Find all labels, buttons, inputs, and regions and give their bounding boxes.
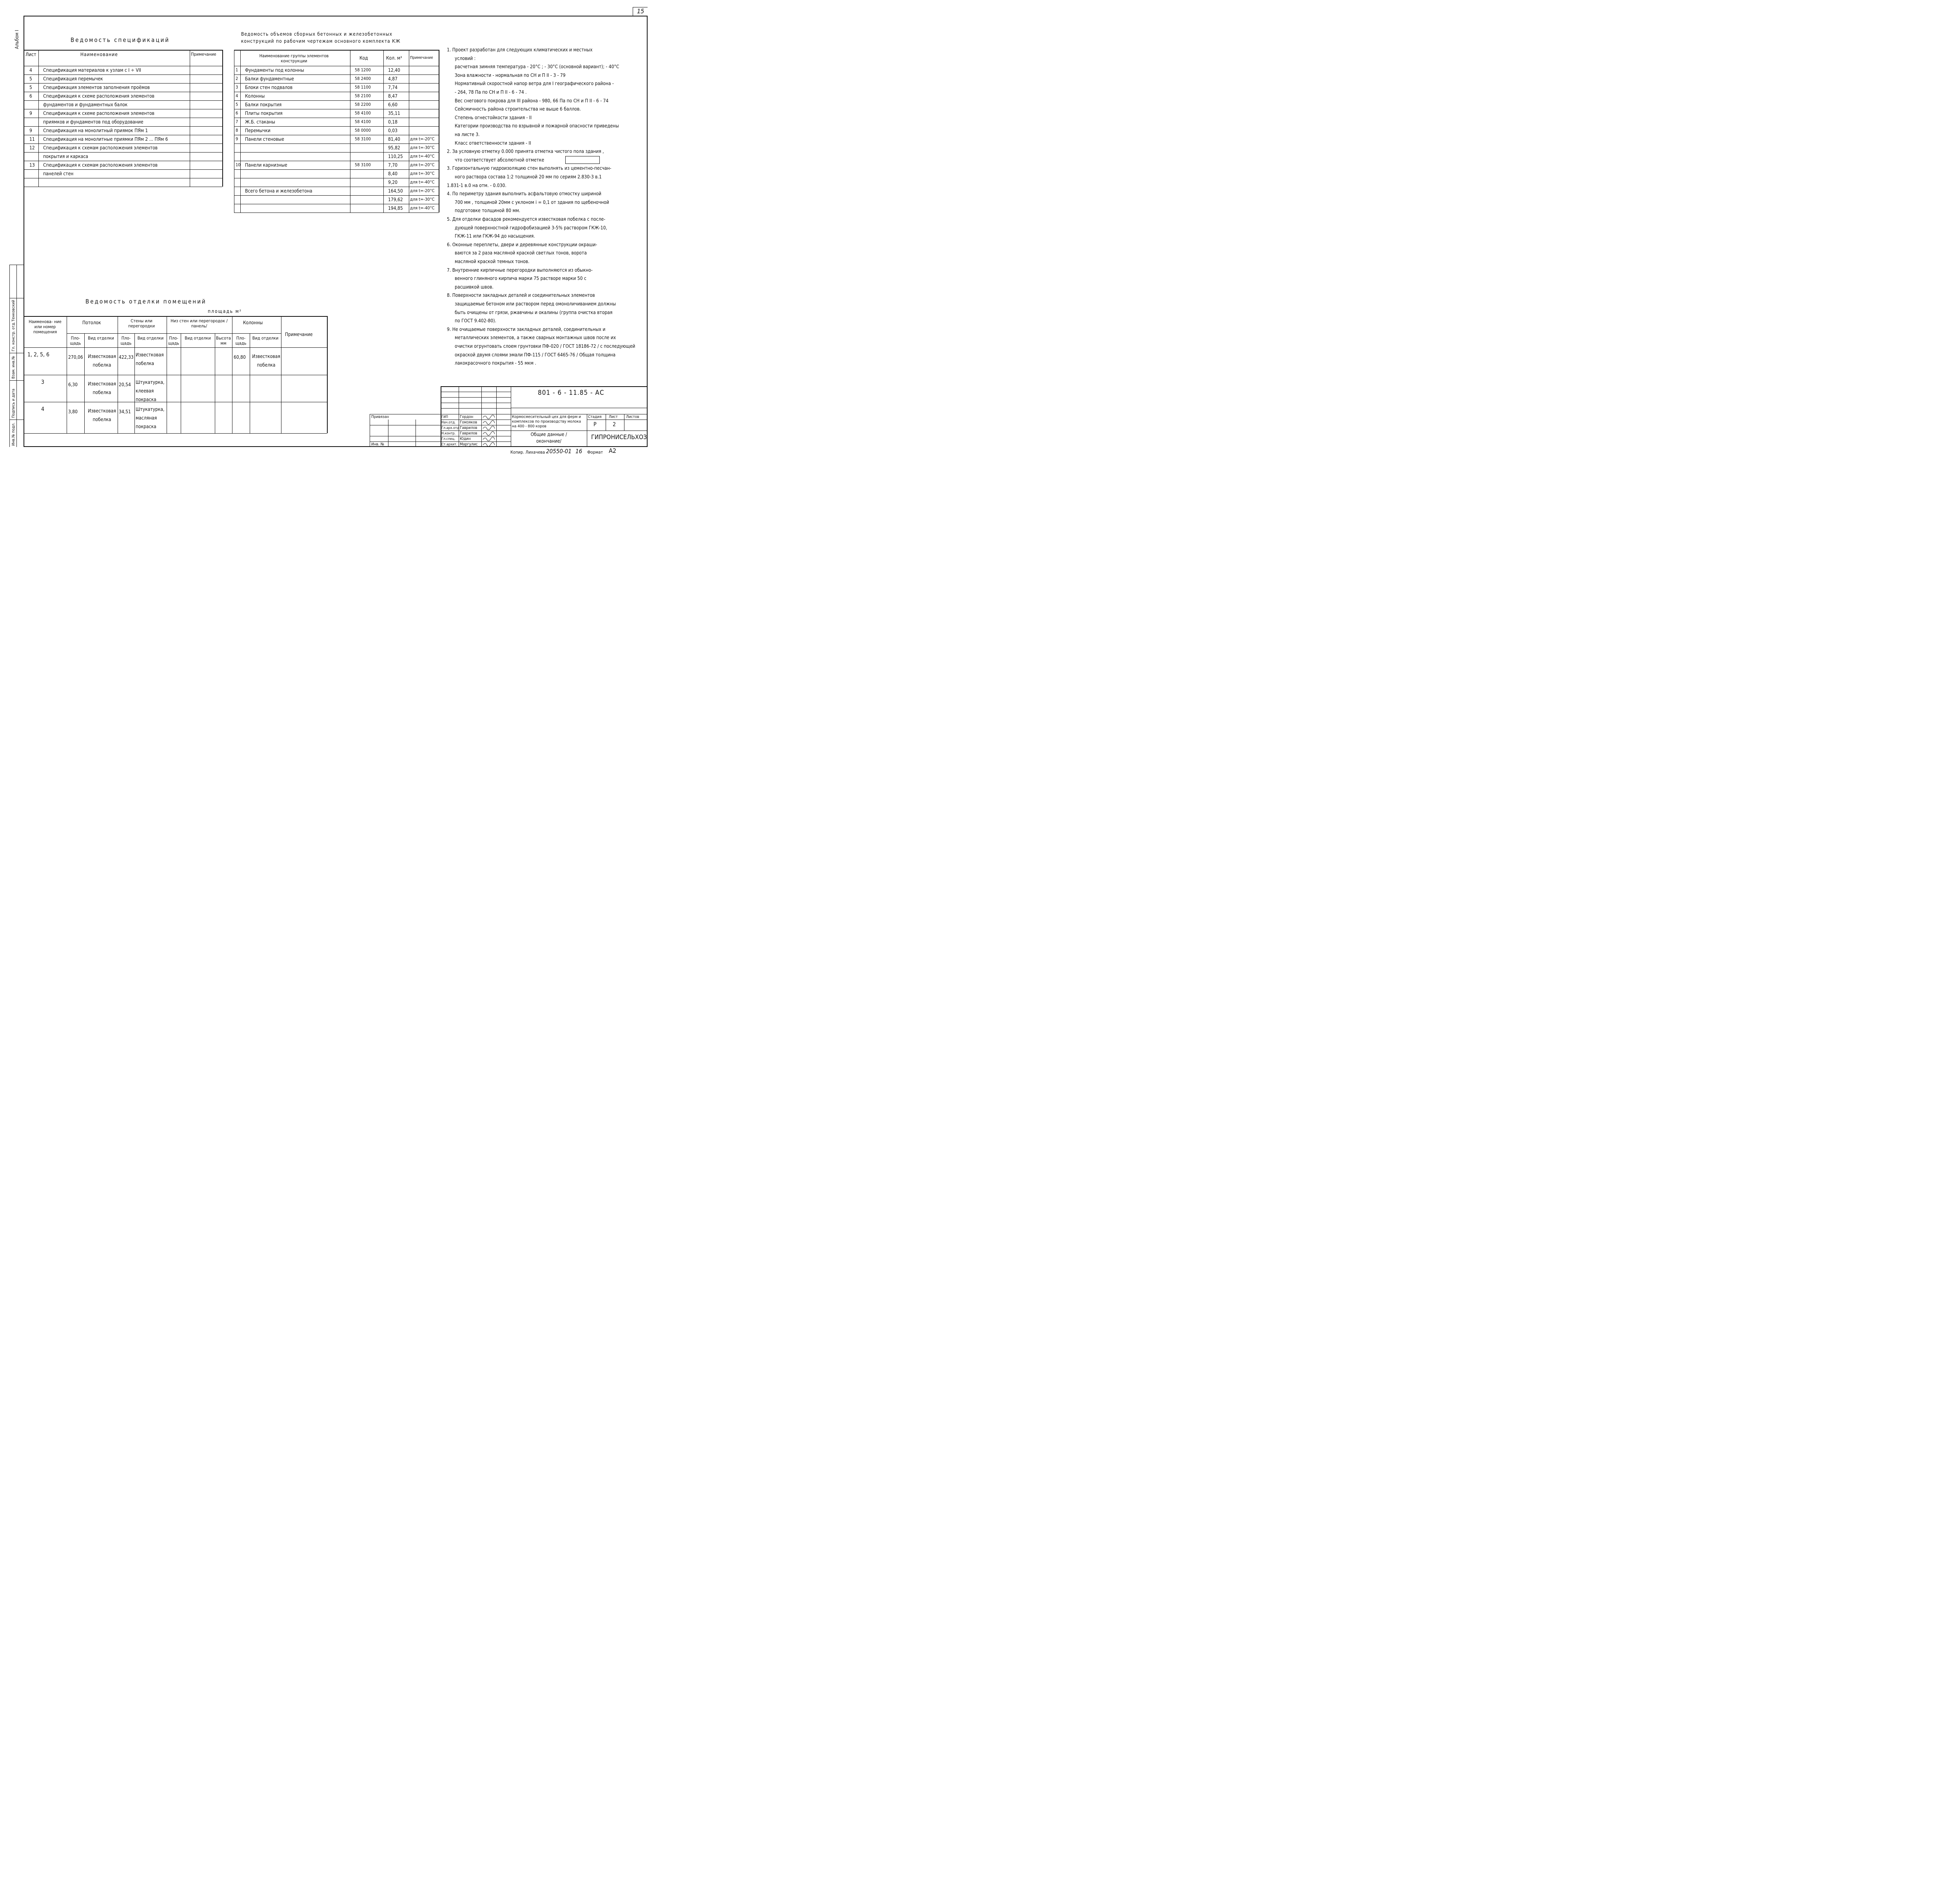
stamp-sheet-title: Общие данные /окончание/ — [530, 432, 567, 444]
finish-cell-w-kind: Штукатурка, клеевая покраска — [136, 380, 165, 402]
stamp-name: Гаврилов — [460, 426, 477, 430]
spec-cell-name: панелей стен — [43, 171, 74, 176]
spec-header-name: Наименование — [80, 52, 118, 57]
vol-cell-code: 58 3100 — [355, 162, 371, 167]
finish-subheader-area: Пло- щадь — [120, 336, 132, 346]
spec-header-sheet: Лист — [25, 52, 36, 57]
stamp-doc-code: 801 - 6 - 11.85 - АС — [538, 389, 604, 397]
note-line: подготовке толщиной 80 мм. — [455, 208, 521, 214]
vol-header-note: Примечание — [410, 56, 433, 60]
vol-cell-code: 58 0000 — [355, 128, 371, 133]
finish-cell-w-area: 34,51 — [119, 409, 131, 414]
note-line: расчетная зимняя температура - 20°С ; - 30°С (основной вариант); - 40°С — [455, 64, 619, 70]
vol-cell-qty: 8,47 — [388, 93, 398, 99]
rule-line — [234, 152, 439, 153]
spec-cell-name: Спецификация к схемам расположения элементов — [43, 145, 158, 151]
vol-cell-n: 8 — [236, 128, 238, 133]
rule-line — [24, 100, 222, 101]
spec-cell-name: Спецификация элементов заполнения проёмов — [43, 85, 150, 90]
finish-header-columns: Колонны — [243, 320, 263, 325]
finish-cell-c-kind: Известковая побелка — [88, 381, 116, 395]
vol-cell-n: 3 — [236, 85, 238, 90]
vol-cell-qty: 7,70 — [388, 162, 398, 168]
vol-cell-note: для t=-30°C — [410, 197, 435, 202]
vol-cell-code: 58 4100 — [355, 119, 371, 124]
vol-cell-qty: 4,87 — [388, 76, 398, 82]
note-line: быть очищены от грязи, ржавчины и окалины (группа очистка вторая — [455, 309, 613, 315]
finish-header-ceiling: Потолок — [82, 320, 101, 325]
vol-cell-name: Балки покрытия — [245, 102, 282, 107]
stamp-stage: Р — [593, 421, 597, 428]
stamp-role: Ст.архит. — [441, 443, 457, 447]
rule-line — [441, 386, 648, 387]
vol-cell-qty: 110,25 — [388, 154, 403, 159]
vol-cell-qty: 6,60 — [388, 102, 398, 107]
finish-cell-c-kind: Известковая побелка — [88, 354, 116, 368]
rule-line — [234, 126, 439, 127]
note-line: масляной краской темных тонов. — [455, 259, 530, 264]
spec-cell-name: Спецификация к схеме расположения элементов — [43, 111, 154, 116]
vol-cell-note: для t=-20°C — [410, 188, 435, 193]
finish-subheader-area: Пло- щадь — [235, 336, 247, 346]
finish-header-note: Примечание — [285, 332, 313, 337]
vol-cell-qty: 81,40 — [388, 136, 400, 142]
note-line: на листе 3. — [455, 132, 480, 137]
note-line: венного глиняного кирпича марки 75 растворе марки 50 с — [455, 276, 586, 282]
vol-cell-name: Панели стеновые — [245, 136, 284, 142]
rule-line — [234, 195, 439, 196]
note-line: расшивкой швов. — [455, 284, 494, 290]
finish-subheader-kind: Вид отделки — [88, 336, 114, 341]
vol-cell-name: Балки фундаментные — [245, 76, 294, 82]
note-line: 1. Проект разработан для следующих климатических и местных — [447, 47, 593, 53]
vol-cell-note: для t=-30°C — [410, 171, 435, 176]
spec-cell-name: фундаментов и фундаментных балок — [43, 102, 128, 107]
signatures-icon — [482, 414, 497, 447]
format-label: Формат — [587, 450, 603, 455]
vol-cell-code: 58 3100 — [355, 136, 371, 142]
note-line: Категории производства по взрывной и пожарной опасности приведены — [455, 123, 619, 129]
stamp-privyazan: Привязан — [371, 415, 389, 419]
strip-name: Тенковский — [11, 300, 16, 322]
finish-cell-col-area: 60,80 — [234, 354, 246, 360]
rule-line — [24, 169, 222, 170]
vol-cell-name: Плиты покрытия — [245, 111, 283, 116]
rule-line — [234, 100, 439, 101]
vol-cell-name: Блоки стен подвалов — [245, 85, 293, 90]
finish-subheader-area: Пло- щадь — [168, 336, 180, 346]
note-line: 6. Оконные переплеты, двери и деревянные конструкции окраши- — [447, 242, 597, 247]
rule-line — [441, 397, 511, 398]
vol-cell-qty: 0,18 — [388, 119, 398, 125]
note-line: лакокрасочного покрытия - 55 мкм . — [455, 360, 536, 366]
finish-subheader-kind: Вид отделки — [185, 336, 211, 341]
spec-cell-sheet: 5 — [29, 76, 32, 82]
vol-cell-name: Колонны — [245, 93, 265, 99]
rule-line — [84, 333, 85, 433]
stamp-name: Юдин — [460, 437, 471, 441]
spec-title: Ведомость спецификаций — [71, 36, 170, 44]
spec-cell-sheet: 5 — [29, 85, 32, 90]
vol-cell-note: для t=-20°C — [410, 136, 435, 142]
vol-cell-n: 2 — [236, 76, 238, 81]
finish-subheader-area: Пло- щадь — [70, 336, 81, 346]
vol-cell-note: для t=-20°C — [410, 162, 435, 167]
note-line: 5. Для отделки фасадов рекомендуется известковая побелка с после- — [447, 216, 606, 222]
note-line: металлических элементов, а также сварных монтажных швов после их — [455, 335, 616, 341]
finish-cell-col-kind: Известковая побелка — [252, 354, 280, 368]
finish-cell-c-area: 270,06 — [68, 354, 83, 360]
note-line: 4. По периметру здания выполнить асфальтовую отмостку шириной — [447, 191, 602, 197]
stamp-name: Гордон — [460, 415, 474, 419]
note-line: ГКЖ-11 или ГКЖ-94 до насыщения. — [455, 233, 535, 239]
stamp-role: Гл.спец. — [441, 437, 456, 441]
note-line: 7. Внутренние кирпичные перегородки выполняются из обыкно- — [447, 267, 593, 273]
vol-title-1: Ведомость объемов сборных бетонных и железобетонных — [241, 31, 392, 37]
note-line: защищаемые бетоном или раствором перед омоноличиванием должны — [455, 301, 616, 307]
spec-cell-name: приямков и фундаментов под оборудование — [43, 119, 143, 125]
vol-cell-code: 58 2100 — [355, 93, 371, 98]
stamp-role: ГИП — [441, 415, 448, 419]
vol-cell-qty: 95,82 — [388, 145, 400, 151]
rule-line — [496, 386, 497, 414]
order-number: 20550-01 — [546, 448, 572, 455]
finish-cell-room: 4 — [41, 406, 45, 412]
note-line: по ГОСТ 9.402-80). — [455, 318, 496, 324]
vol-cell-n: 6 — [236, 111, 238, 116]
note-line: очистки огрунтовать слоем грунтовки ПФ-020 / ГОСТ 18186-72 / с последующей — [455, 343, 635, 349]
vol-cell-name: Фундаменты под колонны — [245, 67, 304, 73]
finish-cell-room: 3 — [41, 379, 45, 385]
finish-cell-w-area: 422,33 — [119, 354, 134, 360]
stamp-name: Гаврилов — [460, 431, 477, 436]
note-line: Класс ответственности здания - II — [455, 140, 531, 146]
rule-line — [134, 333, 135, 433]
drawing-sheet — [0, 0, 653, 470]
finish-cell-room: 1, 2, 5, 6 — [27, 352, 50, 358]
vol-cell-note: для t=-30°C — [410, 145, 435, 150]
vol-cell-note: для t=-40°C — [410, 154, 435, 159]
vol-header-qty: Кол. м³ — [386, 55, 402, 61]
rule-line — [234, 74, 439, 75]
vol-cell-qty: 8,40 — [388, 171, 398, 176]
rule-line — [24, 433, 327, 434]
spec-cell-sheet: 6 — [29, 93, 32, 99]
note-line: 9. Не очищаемые поверхности закладных деталей, соединительных и — [447, 326, 606, 332]
finish-header-lower: Низ стен или перегородок /панель/ — [171, 318, 228, 329]
finish-header-room: Наименова- ние или номер помещения — [29, 319, 62, 334]
vol-cell-code: 58 2400 — [355, 76, 371, 81]
rule-line — [234, 143, 439, 144]
abs-mark-box — [565, 156, 600, 164]
note-line: 3. Горизонтальную гидроизоляцию стен выполнять из цементно-песчан- — [447, 165, 612, 171]
vol-cell-code: 58 4100 — [355, 111, 371, 116]
vol-cell-n: 5 — [236, 102, 238, 107]
vol-header-code: Код — [359, 55, 368, 61]
vol-cell-n: 9 — [236, 136, 238, 142]
strip-chief: Гл. констр. отд. — [11, 322, 16, 351]
finish-cell-w-kind: Известковая побелка — [136, 352, 164, 366]
rule-line — [327, 316, 328, 433]
vol-cell-name: Ж.Б. стаканы — [245, 119, 275, 125]
spec-cell-sheet: 9 — [29, 111, 32, 116]
vol-cell-name: Панели карнизные — [245, 162, 287, 168]
stamp-role: Гл.арх.отд — [441, 426, 459, 430]
finish-header-walls: Стены или перегородки — [128, 318, 155, 329]
strip-inv: Инв.№ подл. — [11, 422, 16, 446]
stamp-name: Гомзяков — [460, 420, 477, 425]
finish-title: Ведомость отделки помещений — [85, 298, 207, 305]
rule-line — [234, 83, 439, 84]
sheet-number: 15 — [637, 7, 644, 15]
vol-cell-qty: 164,50 — [388, 188, 403, 194]
strip-replace: Взам. инв.№ — [11, 356, 16, 379]
rule-line — [441, 408, 511, 409]
rule-line — [24, 50, 222, 51]
note-line: Степень огнестойкости здания - II — [455, 114, 532, 120]
stamp-org: ГИПРОНИСЕЛЬХОЗ — [591, 433, 647, 441]
vol-cell-qty: 9,20 — [388, 180, 398, 185]
finish-subheader-kind: Вид отделки — [252, 336, 279, 341]
note-line: условий : — [455, 55, 476, 61]
note-line: 8. Поверхности закладных деталей и соединительных элементов — [447, 292, 595, 298]
note-line: Сейсмичность района строительства не выше 6 баллов. — [455, 106, 581, 112]
spec-cell-sheet: 11 — [29, 136, 35, 142]
vol-cell-name: Перемычки — [245, 128, 270, 133]
stamp-role: Н.контр. — [441, 432, 456, 436]
page-number: 16 — [575, 448, 583, 455]
spec-cell-name: Спецификация на монолитный приямок ПЯм 1 — [43, 128, 148, 133]
vol-cell-note: для t=-40°C — [410, 205, 435, 211]
rule-line — [481, 386, 482, 414]
vol-cell-qty: 12,40 — [388, 67, 400, 73]
rule-line — [222, 50, 223, 187]
note-line: Зона влажности - нормальная по СН и П II - 3 - 79 — [455, 72, 566, 78]
spec-cell-sheet: 12 — [29, 145, 35, 151]
note-line: - 264, 78 Па по СН и П II - 6 - 74 . — [455, 89, 527, 95]
finish-cell-c-area: 6,30 — [68, 382, 78, 387]
note-line: Нормативный скоростной напор ветра для I географического района - — [455, 81, 614, 87]
note-line: 1.831-1 в.0 на отм. - 0.030. — [447, 182, 506, 188]
stamp-sheet: 2 — [613, 421, 616, 428]
spec-header-note: Примечание — [191, 52, 216, 57]
rule-line — [234, 169, 439, 170]
rule-line — [511, 430, 648, 431]
stamp-project: Кормосмесительный цех для ферм и комплексов по производству молока на 400 - 800 коров — [512, 415, 581, 429]
spec-cell-name: Спецификация материалов к узлам с I ÷ VII — [43, 67, 142, 73]
rule-line — [38, 50, 39, 187]
vol-cell-code: 58 1200 — [355, 67, 371, 73]
stamp-sheets-label: Листов — [626, 415, 639, 419]
vol-cell-code: 58 2200 — [355, 102, 371, 107]
vol-cell-n: 1 — [236, 67, 238, 73]
spec-cell-name: Спецификация к схемам расположения элементов — [43, 162, 158, 168]
spec-cell-name: Спецификация перемычек — [43, 76, 103, 82]
finish-subheader-height: Высота мм — [216, 336, 231, 346]
spec-cell-name: Спецификация к схеме расположения элементов — [43, 93, 154, 99]
vol-cell-qty: 179,62 — [388, 197, 403, 202]
vol-cell-qty: 35,11 — [388, 111, 400, 116]
note-line: что соответствует абсолютной отметке — [455, 157, 544, 163]
stamp-sheet-label: Лист — [609, 415, 618, 419]
note-line: окраской двумя слоями эмали ПФ-115 / ГОСТ 6465-76 / Общая толщина — [455, 352, 616, 358]
vol-cell-qty: 194,85 — [388, 205, 403, 211]
album-label: Альбом I — [14, 30, 20, 49]
finish-cell-w-kind: Штукатурка, масляная покраска — [136, 407, 165, 429]
finish-subheader-kind: Вид отделки — [137, 336, 164, 341]
rule-line — [67, 333, 281, 334]
vol-cell-code: 58 1100 — [355, 85, 371, 90]
note-line: дующей поверхностной гидрофобизацией 3-5% раствором ГКЖ-10, — [455, 225, 607, 231]
format-value: А2 — [609, 447, 616, 454]
stamp-role: Нач.отд. — [441, 421, 456, 425]
finish-cell-w-area: 20,54 — [119, 382, 131, 387]
spec-cell-sheet: 9 — [29, 128, 32, 133]
note-line: ного раствора состава 1:2 толщиной 20 мм по сериям 2.830-3 в.1 — [455, 174, 602, 180]
spec-cell-name: Спецификация на монолитные приямки ПЯм 2 ... ПЯм 6 — [43, 136, 168, 142]
stamp-stage-label: Стадия — [588, 415, 602, 419]
note-line: ваются за 2 раза масляной краской светлых тонов, ворота — [455, 250, 587, 256]
rule-line — [24, 126, 222, 127]
finish-units: площадь м² — [208, 309, 242, 314]
vol-header-name: Наименование группы элементов конструкции — [259, 53, 329, 64]
strip-sign: Подпись и дата — [11, 389, 16, 418]
vol-cell-n: 7 — [236, 119, 238, 124]
note-line: 2. За условную отметку 0.000 принята отметка чистого пола здания , — [447, 149, 604, 154]
spec-cell-name: покрытия и каркаса — [43, 154, 88, 159]
spec-cell-sheet: 13 — [29, 162, 35, 168]
spec-cell-sheet: 4 — [29, 67, 32, 73]
vol-cell-n: 4 — [236, 93, 238, 98]
finish-cell-c-area: 3,80 — [68, 409, 78, 414]
stamp-inv: Инв. № — [371, 442, 384, 447]
rule-line — [24, 74, 222, 75]
vol-cell-qty: 0,03 — [388, 128, 398, 133]
rule-line — [24, 143, 222, 144]
vol-title-2: конструкций по рабочим чертежам основного комплекта КЖ — [241, 38, 401, 44]
rule-line — [234, 50, 439, 51]
rule-line — [24, 152, 222, 153]
note-line: 700 мм , толщиной 20мм с уклоном i = 0,1 от здания по щебеночной — [455, 199, 609, 205]
copied-by: Копир. Лихачева — [510, 450, 545, 455]
vol-cell-qty: 7,74 — [388, 85, 398, 90]
vol-cell-note: для t=-40°C — [410, 180, 435, 185]
finish-cell-c-kind: Известковая побелка — [88, 408, 116, 422]
rule-line — [24, 83, 222, 84]
stamp-name: Маргулис — [460, 442, 478, 447]
vol-cell-n: 10 — [236, 162, 241, 167]
vol-cell-name: Всего бетона и железобетона — [245, 188, 312, 194]
note-line: Вес снегового покрова для III района - 980, 66 Па по СН и П II - 6 - 74 — [455, 98, 609, 104]
